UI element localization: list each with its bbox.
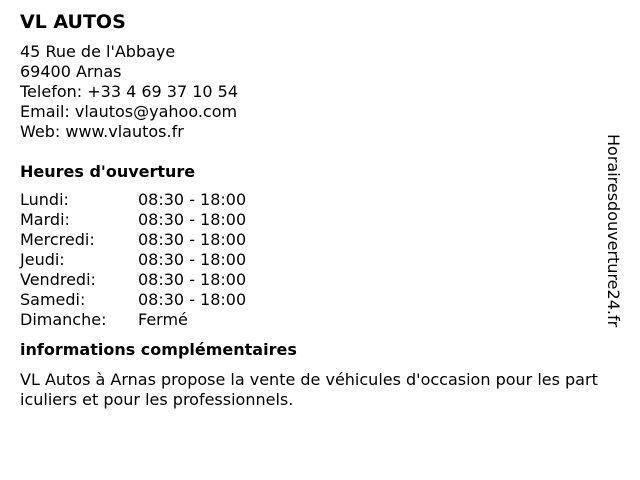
opening-hours-table <box>20 190 246 330</box>
time-range: 08:30 - 18:00 <box>138 290 247 309</box>
day-label: Vendredi: <box>20 270 96 289</box>
day-label: Dimanche: <box>20 310 107 329</box>
watermark-text: Horairesdouverture24.fr <box>604 134 623 328</box>
hours-row-friday <box>20 270 246 290</box>
day-label: Jeudi: <box>20 250 65 269</box>
hours-row-saturday <box>20 290 246 310</box>
day-label: Lundi: <box>20 190 69 209</box>
business-name: VL AUTOS <box>20 11 126 33</box>
day-label: Mardi: <box>20 210 70 229</box>
hours-row-tuesday <box>20 210 246 230</box>
time-range: 08:30 - 18:00 <box>138 190 247 209</box>
additional-info-heading: informations complémentaires <box>20 340 297 359</box>
contact-block <box>20 42 605 142</box>
hours-row-thursday <box>20 250 246 270</box>
time-range: 08:30 - 18:00 <box>138 210 247 229</box>
time-range: 08:30 - 18:00 <box>138 250 247 269</box>
hours-row-wednesday <box>20 230 246 250</box>
business-info <box>20 10 605 410</box>
time-range: 08:30 - 18:00 <box>138 270 247 289</box>
hours-row-monday <box>20 190 246 210</box>
phone-number: Telefon: +33 4 69 37 10 54 <box>20 82 239 101</box>
time-range: 08:30 - 18:00 <box>138 230 247 249</box>
website: Web: www.vlautos.fr <box>20 122 184 141</box>
additional-info-text: VL Autos à Arnas propose la vente de véhicules d'occasion pour les particuliers et pour les professionnels. <box>20 370 598 409</box>
opening-hours-heading: Heures d'ouverture <box>20 162 196 181</box>
address-street: 45 Rue de l'Abbaye <box>20 42 176 61</box>
email-address: Email: vlautos@yahoo.com <box>20 102 238 121</box>
address-city: 69400 Arnas <box>20 62 122 81</box>
time-range: Fermé <box>138 310 188 329</box>
day-label: Samedi: <box>20 290 86 309</box>
day-label: Mercredi: <box>20 230 95 249</box>
hours-row-sunday <box>20 310 246 330</box>
